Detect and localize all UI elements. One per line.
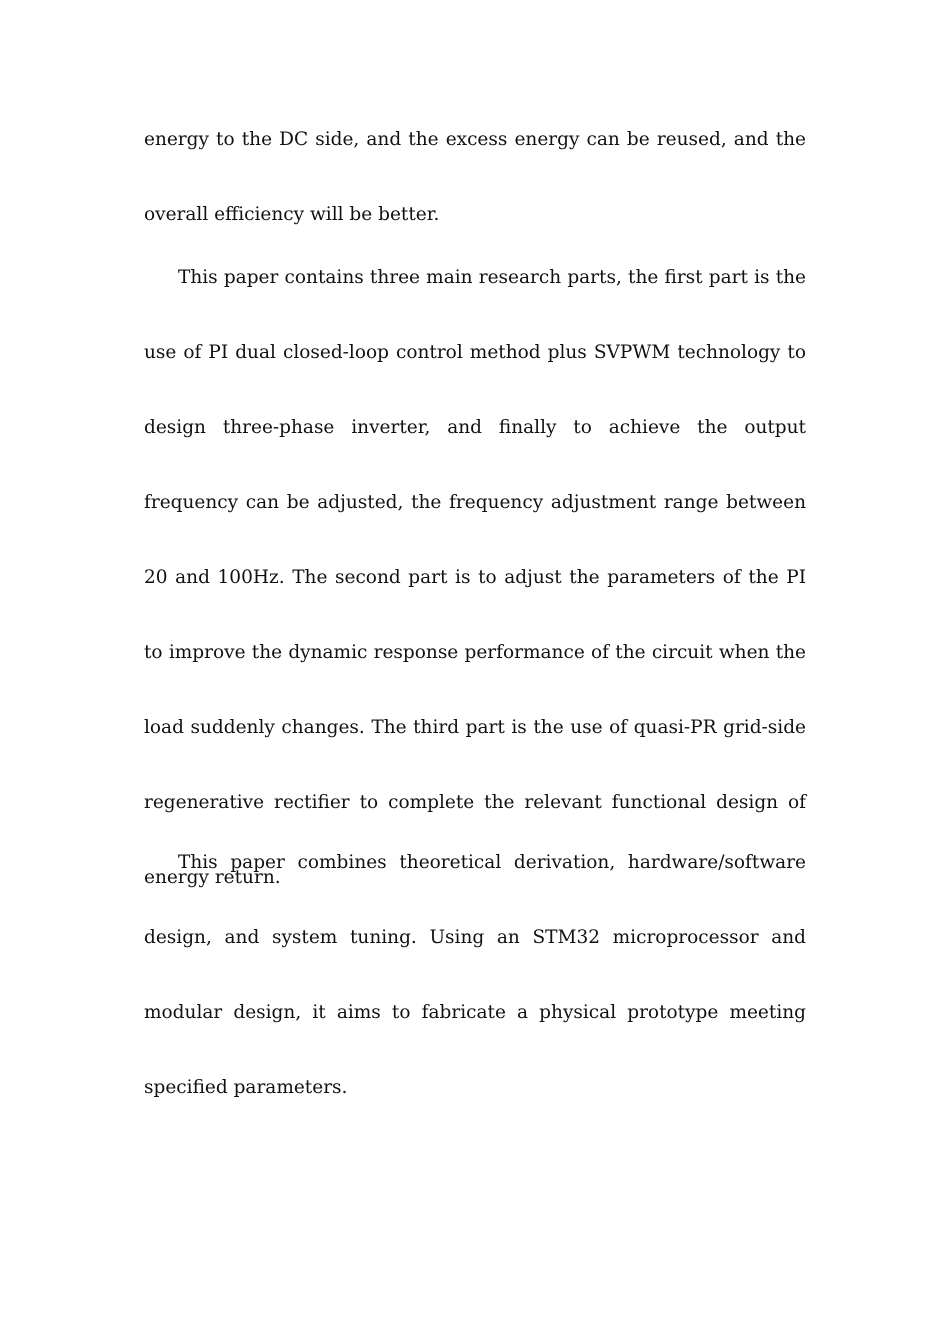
paragraph-methodology: This paper combines theoretical derivation, hardware/software design, and system tuning. Using an STM32 microprocessor and modular design, it aims to fabricate a physical prototype meeting specified parameters.: [144, 852, 806, 1098]
paragraph-continued: energy to the DC side, and the excess energy can be reused, and the overall efficiency will be better.: [144, 129, 806, 225]
paragraph-research-parts: This paper contains three main research parts, the first part is the use of PI dual closed-loop control method plus SVPWM technology to design three-phase inverter, and finally to achieve the output frequency can be adjusted, the frequency adjustment range between 20 and 100Hz. The second part is to adjust the parameters of the PI to improve the dynamic response performance of the circuit when the load suddenly changes. The third part is the use of quasi-PR grid-side regenerative rectifier to complete the relevant functional design of energy return.: [144, 267, 806, 888]
